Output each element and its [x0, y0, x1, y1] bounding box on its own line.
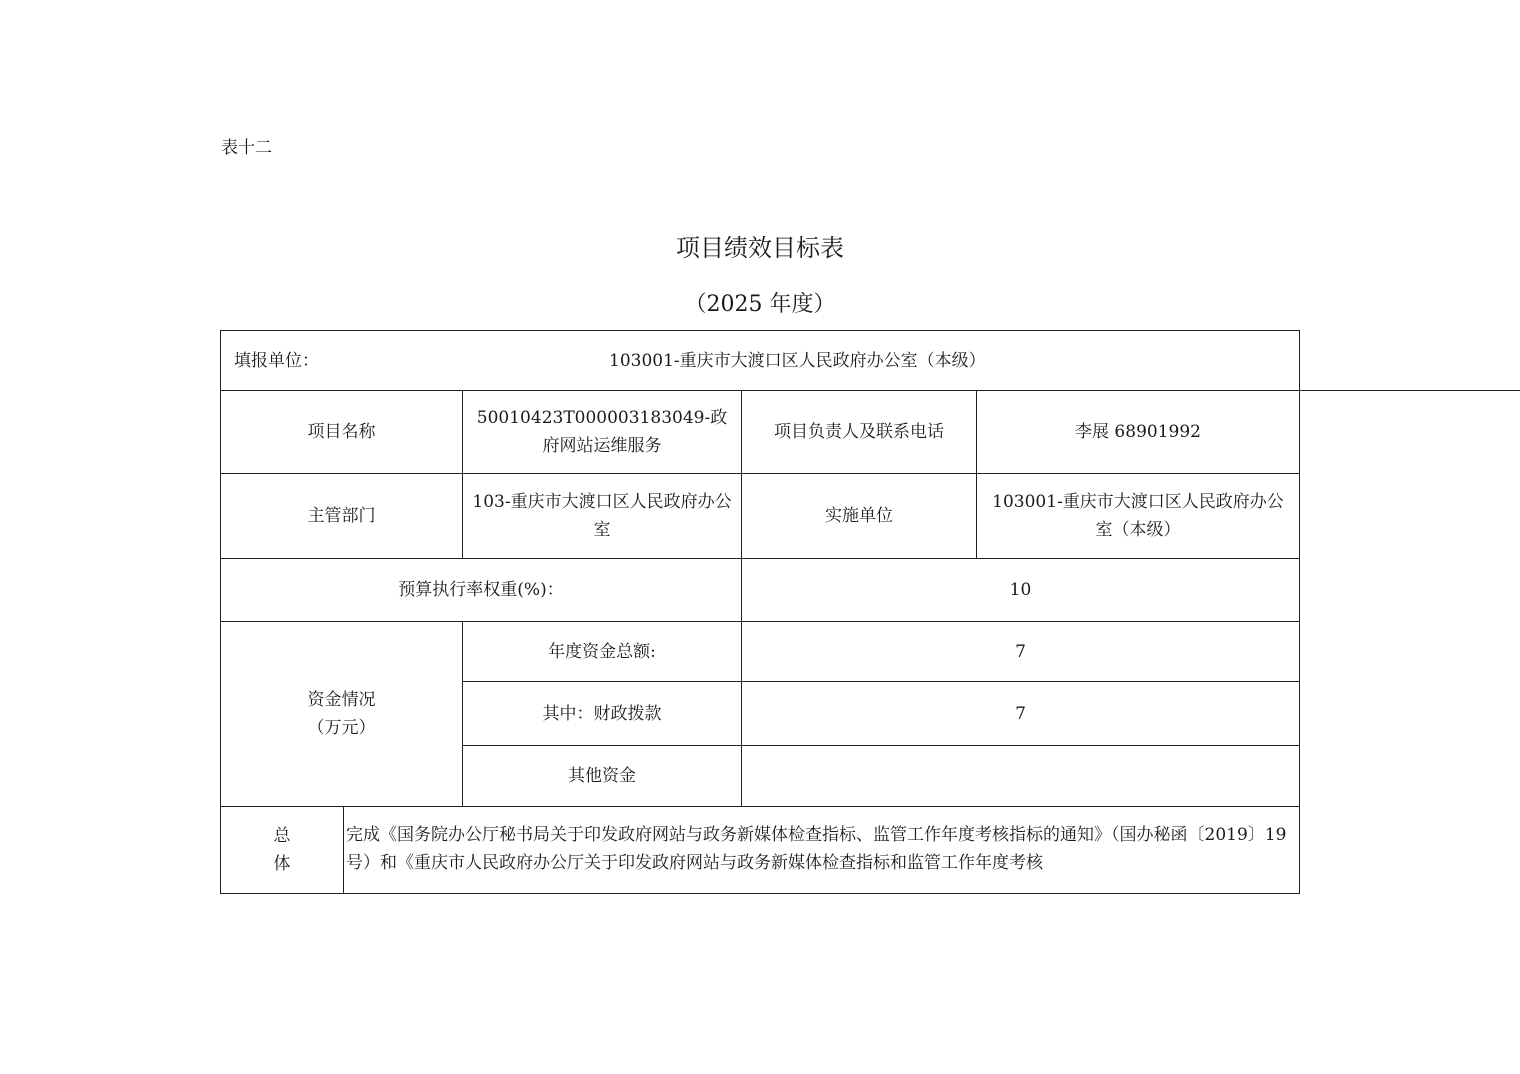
other-funds-value — [742, 746, 1299, 807]
contact-value: 李展 68901992 — [977, 391, 1299, 474]
annual-total-label: 年度资金总额: — [463, 622, 742, 682]
unit-value: 103001-重庆市大渡口区人民政府办公室（本级） — [521, 331, 1520, 391]
performance-target-table — [220, 330, 1300, 894]
budget-weight-value: 10 — [742, 559, 1299, 622]
project-name-label: 项目名称 — [221, 391, 463, 474]
dept-value: 103-重庆市大渡口区人民政府办公室 — [463, 474, 742, 559]
fiscal-label: 其中：财政拨款 — [463, 682, 742, 746]
impl-value: 103001-重庆市大渡口区人民政府办公室（本级） — [977, 474, 1299, 559]
table-number-label: 表十二 — [221, 138, 272, 158]
annual-total-value: 7 — [742, 622, 1299, 682]
contact-label: 项目负责人及联系电话 — [742, 391, 977, 474]
budget-weight-label: 预算执行率权重(%)： — [221, 559, 742, 622]
page-title: 项目绩效目标表 — [676, 234, 844, 262]
dept-label: 主管部门 — [221, 474, 463, 559]
project-name-value: 50010423T000003183049-政府网站运维服务 — [463, 391, 742, 474]
overview-text: 完成《国务院办公厅秘书局关于印发政府网站与政务新媒体检查指标、监管工作年度考核指标的通知》（国办秘函〔2019〕19 号）和《重庆市人民政府办公厅关于印发政府网站与政务新媒体检查指标和监管工作年度考核 — [346, 825, 1287, 873]
fiscal-value: 7 — [742, 682, 1299, 746]
page-subtitle-year: （2025 年度） — [684, 292, 836, 317]
funds-label: 资金情况 （万元） — [221, 622, 463, 807]
unit-label: 填报单位： — [221, 331, 521, 391]
impl-label: 实施单位 — [742, 474, 977, 559]
other-funds-label: 其他资金 — [463, 746, 742, 807]
overview-label: 总 体 — [221, 807, 344, 893]
